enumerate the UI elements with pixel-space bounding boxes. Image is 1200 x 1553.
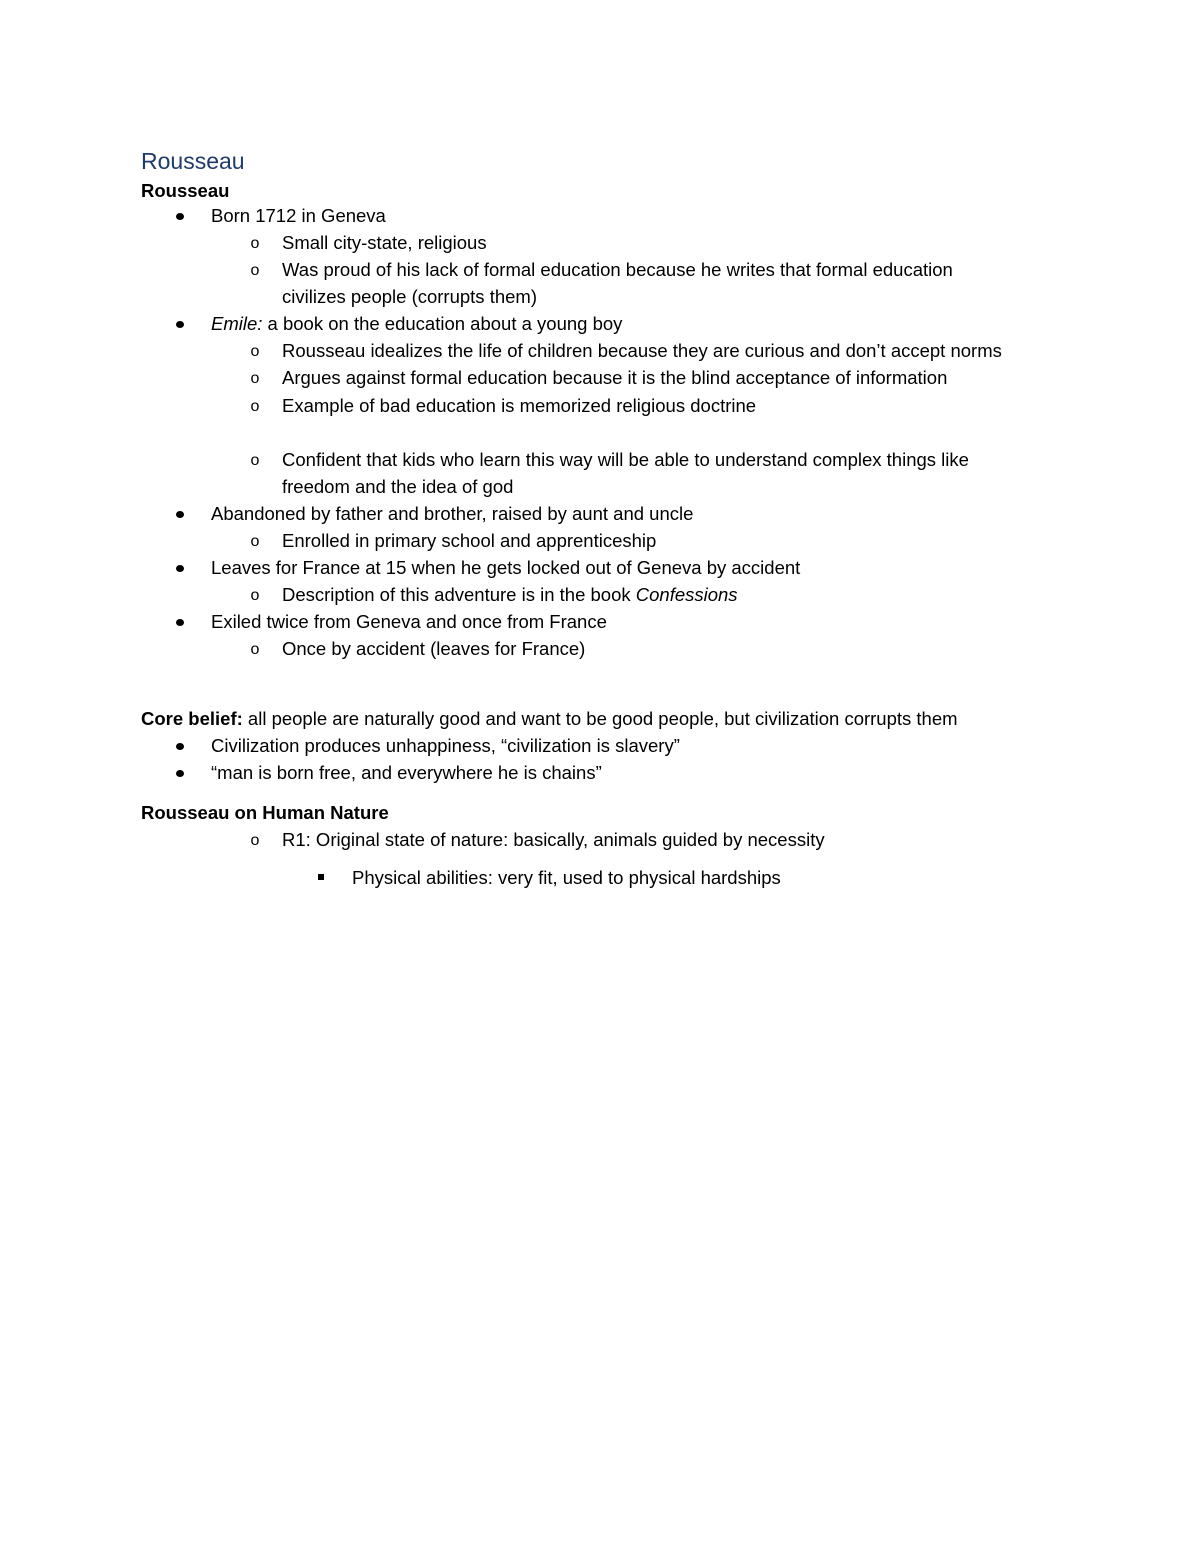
list-item: R1: Original state of nature: basically, animals guided by necessity xyxy=(282,829,825,850)
list-item: Once by accident (leaves for France) xyxy=(282,638,586,659)
list-item: “man is born free, and everywhere he is chains” xyxy=(211,762,602,783)
list-item xyxy=(211,312,622,336)
circle-bullet-icon: o xyxy=(250,587,260,604)
list-item: Physical abilities: very fit, used to physical hardships xyxy=(352,867,781,888)
bullet-dot-icon xyxy=(176,321,184,328)
list-item: Exiled twice from Geneva and once from France xyxy=(211,611,607,632)
circle-bullet-icon: o xyxy=(250,398,260,415)
circle-bullet-icon: o xyxy=(250,235,260,252)
list-item: Civilization produces unhappiness, “civilization is slavery” xyxy=(211,735,680,756)
list-item-continuation: civilizes people (corrupts them) xyxy=(282,286,537,307)
list-item: Abandoned by father and brother, raised by aunt and uncle xyxy=(211,503,694,524)
list-item: Enrolled in primary school and apprenticeship xyxy=(282,530,657,551)
core-belief-text: all people are naturally good and want to be good people, but civilization corrupts them xyxy=(242,708,958,729)
book-title-confessions: Confessions xyxy=(635,584,738,605)
square-bullet-icon xyxy=(318,874,324,880)
circle-bullet-icon: o xyxy=(250,832,260,849)
bullet-dot-icon xyxy=(176,743,184,750)
list-item: Small city-state, religious xyxy=(282,232,487,253)
circle-bullet-icon: o xyxy=(250,533,260,550)
section-heading: Rousseau xyxy=(141,180,230,201)
circle-bullet-icon: o xyxy=(250,343,260,360)
list-item: Leaves for France at 15 when he gets locked out of Geneva by accident xyxy=(211,557,801,578)
list-item: Was proud of his lack of formal education because he writes that formal education xyxy=(282,259,953,280)
core-belief-label: Core belief: xyxy=(141,708,243,729)
confessions-description: Description of this adventure is in the book xyxy=(282,584,636,605)
list-item-continuation: freedom and the idea of god xyxy=(282,476,514,497)
list-item xyxy=(282,583,738,607)
list-item: Born 1712 in Geneva xyxy=(211,205,386,226)
list-item: Argues against formal education because it is the blind acceptance of information xyxy=(282,367,948,388)
list-item: Confident that kids who learn this way will be able to understand complex things like xyxy=(282,449,969,470)
document-title: Rousseau xyxy=(141,148,245,174)
core-belief-paragraph xyxy=(141,707,958,731)
bullet-dot-icon xyxy=(176,213,184,220)
circle-bullet-icon: o xyxy=(250,452,260,469)
circle-bullet-icon: o xyxy=(250,262,260,279)
list-item: Example of bad education is memorized religious doctrine xyxy=(282,395,757,416)
bullet-dot-icon xyxy=(176,770,184,777)
bullet-dot-icon xyxy=(176,619,184,626)
list-item: Rousseau idealizes the life of children because they are curious and don’t accept norms xyxy=(282,340,1002,361)
circle-bullet-icon: o xyxy=(250,370,260,387)
emile-description: a book on the education about a young boy xyxy=(262,313,623,334)
human-nature-heading: Rousseau on Human Nature xyxy=(141,802,389,823)
book-title-emile: Emile: xyxy=(211,313,263,334)
bullet-dot-icon xyxy=(176,565,184,572)
circle-bullet-icon: o xyxy=(250,641,260,658)
bullet-dot-icon xyxy=(176,511,184,518)
